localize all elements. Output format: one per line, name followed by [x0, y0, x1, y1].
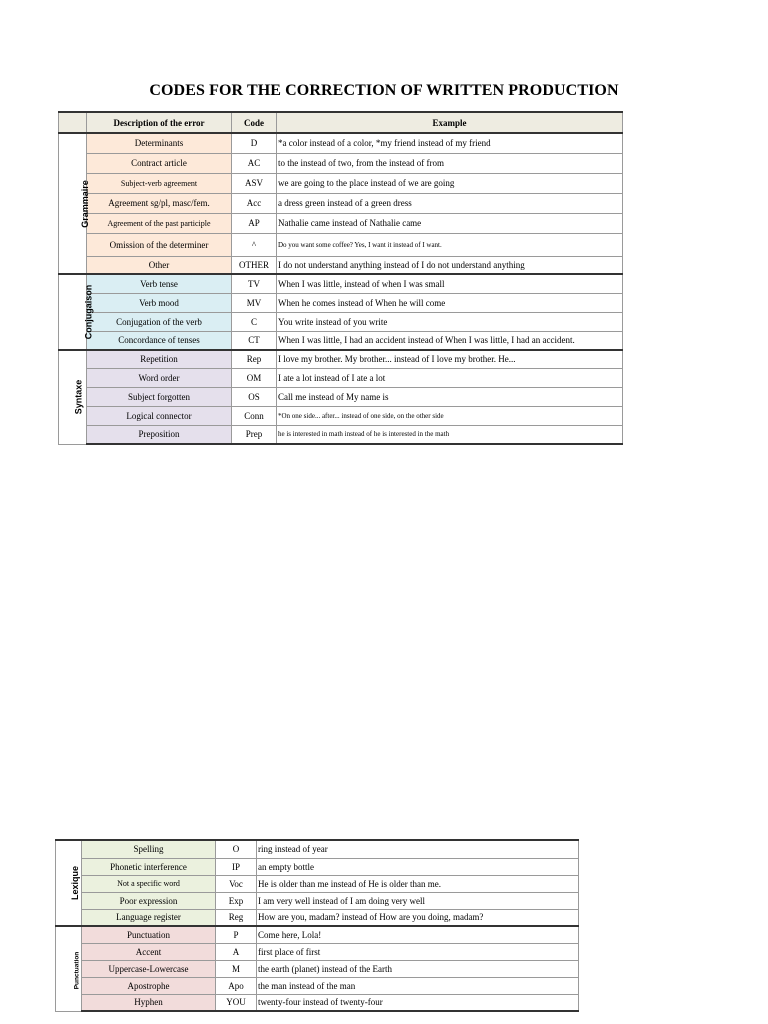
- error-code: Acc: [232, 193, 277, 213]
- error-example: *a color instead of a color, *my friend instead of my friend: [277, 133, 623, 153]
- table-row: [59, 350, 623, 368]
- category-cell-grammaire: [59, 133, 90, 274]
- error-description: Phonetic interference: [82, 858, 216, 875]
- table-row: [56, 943, 579, 960]
- error-example: I love my brother. My brother... instead of I love my brother. He...: [277, 350, 623, 368]
- header-code: Code: [232, 112, 277, 133]
- error-description: Agreement sg/pl, masc/fem.: [87, 193, 232, 213]
- table-row: [59, 274, 623, 293]
- error-description: Contract article: [87, 153, 232, 173]
- header-description: Description of the error: [87, 112, 232, 133]
- table-row: [59, 193, 623, 213]
- error-description: Concordance of tenses: [87, 331, 232, 350]
- error-code: AC: [232, 153, 277, 173]
- table-row: [59, 368, 623, 387]
- error-description: Repetition: [87, 350, 232, 368]
- error-description: Apostrophe: [82, 977, 216, 994]
- table-row: [59, 173, 623, 193]
- error-description: Determinants: [87, 133, 232, 153]
- error-code: M: [216, 960, 257, 977]
- error-code: Conn: [232, 406, 277, 425]
- error-example: I ate a lot instead of I ate a lot: [277, 368, 623, 387]
- table-row: [56, 994, 579, 1011]
- error-code: TV: [232, 274, 277, 293]
- error-code: P: [216, 926, 257, 943]
- category-label: Lexique: [70, 865, 81, 901]
- error-code: C: [232, 312, 277, 331]
- table-row: [56, 875, 579, 892]
- error-description: Logical connector: [87, 406, 232, 425]
- category-label: Grammaire: [79, 179, 90, 228]
- table-row: [56, 892, 579, 909]
- error-example: a dress green instead of a green dress: [277, 193, 623, 213]
- error-code: ASV: [232, 173, 277, 193]
- table-row: [59, 406, 623, 425]
- error-example: I am very well instead of I am doing very well: [257, 892, 579, 909]
- error-code: O: [216, 840, 257, 858]
- error-description: Poor expression: [82, 892, 216, 909]
- error-description: Other: [87, 256, 232, 274]
- error-example: twenty-four instead of twenty-four: [257, 994, 579, 1011]
- error-example: to the instead of two, from the instead of from: [277, 153, 623, 173]
- table-row: [59, 256, 623, 274]
- error-description: Preposition: [87, 425, 232, 444]
- table-row: [59, 312, 623, 331]
- error-example: Nathalie came instead of Nathalie came: [277, 213, 623, 233]
- table-row: [59, 153, 623, 173]
- category-label: Punctuation: [73, 951, 81, 990]
- error-example: When I was little, I had an accident instead of When I was little, I had an accident.: [277, 331, 623, 350]
- table-body-bottom: [56, 840, 579, 1011]
- error-example: first place of first: [257, 943, 579, 960]
- error-code: YOU: [216, 994, 257, 1011]
- error-description: Spelling: [82, 840, 216, 858]
- error-code: Rep: [232, 350, 277, 368]
- error-code: D: [232, 133, 277, 153]
- error-code: MV: [232, 293, 277, 312]
- table-row: [59, 133, 623, 153]
- error-code: AP: [232, 213, 277, 233]
- error-example: I do not understand anything instead of I do not understand anything: [277, 256, 623, 274]
- error-description: Language register: [82, 909, 216, 926]
- category-cell-lexique: [56, 840, 82, 926]
- error-example: How are you, madam? instead of How are you doing, madam?: [257, 909, 579, 926]
- table-row: [56, 960, 579, 977]
- table-row: [59, 425, 623, 444]
- error-code: OM: [232, 368, 277, 387]
- error-description: Agreement of the past participle: [87, 213, 232, 233]
- codes-table-top: [58, 111, 623, 445]
- error-code: Reg: [216, 909, 257, 926]
- error-example: an empty bottle: [257, 858, 579, 875]
- table-row: [56, 926, 579, 943]
- error-example: Come here, Lola!: [257, 926, 579, 943]
- error-example: When I was little, instead of when I was small: [277, 274, 623, 293]
- error-example: Call me instead of My name is: [277, 387, 623, 406]
- error-example: Do you want some coffee? Yes, I want it instead of I want.: [277, 233, 623, 256]
- error-description: Subject forgotten: [87, 387, 232, 406]
- category-label: Conjugaison: [83, 284, 94, 340]
- codes-table-bottom: [55, 839, 579, 1012]
- error-example: the earth (planet) instead of the Earth: [257, 960, 579, 977]
- table-row: [59, 387, 623, 406]
- page-title: CODES FOR THE CORRECTION OF WRITTEN PRODUCTION: [149, 82, 619, 99]
- table-row: [56, 977, 579, 994]
- error-description: Not a specific word: [82, 875, 216, 892]
- table-body-top: [59, 133, 623, 444]
- table-row: [59, 331, 623, 350]
- table-row: [59, 293, 623, 312]
- error-description: Hyphen: [82, 994, 216, 1011]
- table-header-row: [59, 112, 623, 133]
- error-description: Word order: [87, 368, 232, 387]
- table-row: [56, 840, 579, 858]
- error-code: Exp: [216, 892, 257, 909]
- error-description: Verb tense: [87, 274, 232, 293]
- error-code: CT: [232, 331, 277, 350]
- error-description: Conjugation of the verb: [87, 312, 232, 331]
- error-code: A: [216, 943, 257, 960]
- table-row: [56, 858, 579, 875]
- table-row: [59, 213, 623, 233]
- category-cell-punctuation: [56, 926, 82, 1011]
- category-cell-conjugaison: [59, 274, 94, 350]
- table-row: [59, 233, 623, 256]
- header-category-cell: [59, 112, 87, 133]
- error-code: OTHER: [232, 256, 277, 274]
- error-example: he is interested in math instead of he is interested in the math: [277, 425, 623, 444]
- error-example: the man instead of the man: [257, 977, 579, 994]
- error-description: Omission of the determiner: [87, 233, 232, 256]
- error-code: Prep: [232, 425, 277, 444]
- error-example: *On one side... after... instead of one side, on the other side: [277, 406, 623, 425]
- error-example: You write instead of you write: [277, 312, 623, 331]
- error-description: Uppercase-Lowercase: [82, 960, 216, 977]
- error-description: Accent: [82, 943, 216, 960]
- error-code: IP: [216, 858, 257, 875]
- error-description: Punctuation: [82, 926, 216, 943]
- error-example: ring instead of year: [257, 840, 579, 858]
- error-example: we are going to the place instead of we are going: [277, 173, 623, 193]
- error-example: When he comes instead of When he will come: [277, 293, 623, 312]
- error-description: Verb mood: [87, 293, 232, 312]
- error-code: OS: [232, 387, 277, 406]
- error-description: Subject-verb agreement: [87, 173, 232, 193]
- error-code: Apo: [216, 977, 257, 994]
- category-label: Syntaxe: [73, 379, 84, 415]
- error-code: ^: [232, 233, 277, 256]
- header-example: Example: [277, 112, 623, 133]
- table-row: [56, 909, 579, 926]
- error-code: Voc: [216, 875, 257, 892]
- category-cell-syntaxe: [59, 350, 87, 444]
- error-example: He is older than me instead of He is older than me.: [257, 875, 579, 892]
